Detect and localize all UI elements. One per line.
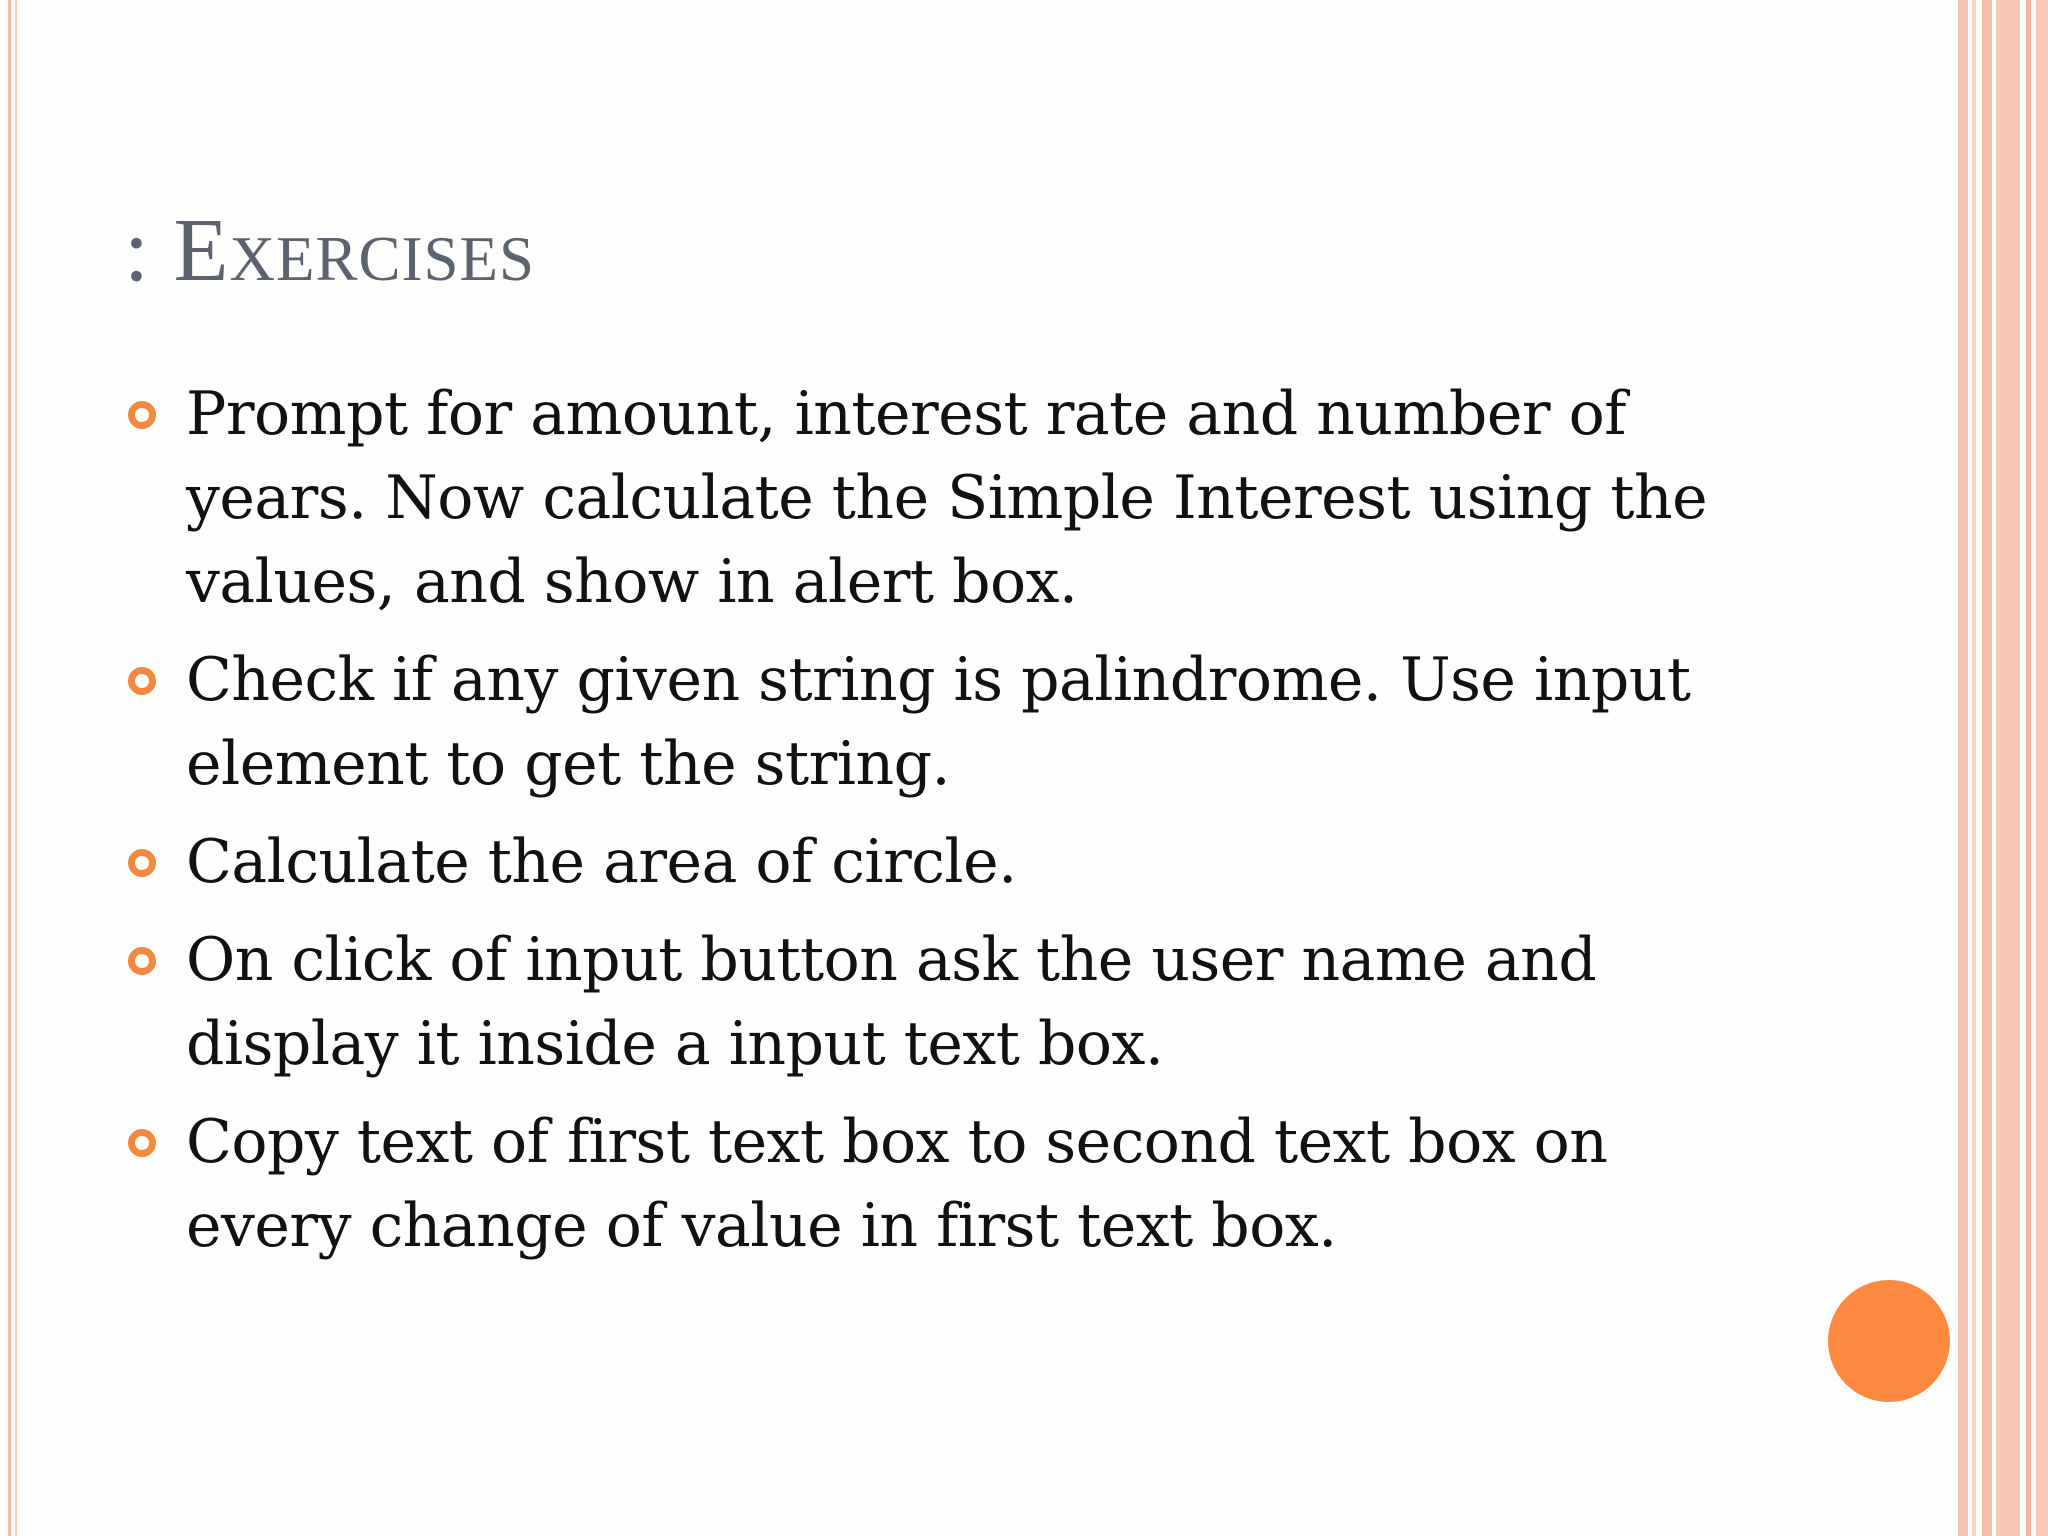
hollow-circle-bullet-icon [128, 401, 156, 429]
right-border-stripe [1982, 0, 1992, 1536]
left-border-stripe [8, 0, 11, 1536]
bullet-item [124, 1100, 1764, 1268]
bullet-text: On click of input button ask the user name and display it inside a input text box. [186, 925, 1597, 1079]
orange-circle-decoration-icon [1828, 1280, 1950, 1402]
hollow-circle-bullet-icon [128, 947, 156, 975]
right-border-stripe [2036, 0, 2048, 1536]
bullet-item [124, 638, 1764, 806]
slide-title: : Exercises [124, 201, 536, 300]
bullet-text: Check if any given string is palindrome. Use input element to get the string. [186, 645, 1691, 799]
hollow-circle-bullet-icon [128, 667, 156, 695]
right-border-stripe [1958, 0, 1968, 1536]
bullet-text: Copy text of first text box to second text box on every change of value in first text box. [186, 1107, 1608, 1261]
left-border-stripe-inner [15, 0, 17, 1536]
bullet-item [124, 918, 1764, 1086]
bullet-item [124, 820, 1764, 904]
right-border-stripe [1996, 0, 2020, 1536]
bullet-text: Prompt for amount, interest rate and number of years. Now calculate the Simple Interest using the values, and show in alert box. [186, 379, 1708, 617]
hollow-circle-bullet-icon [128, 849, 156, 877]
right-border-stripe [1972, 0, 1976, 1536]
right-border-stripe [2026, 0, 2031, 1536]
bullet-list [124, 372, 1764, 1282]
hollow-circle-bullet-icon [128, 1129, 156, 1157]
bullet-text: Calculate the area of circle. [186, 827, 1017, 897]
bullet-item [124, 372, 1764, 624]
